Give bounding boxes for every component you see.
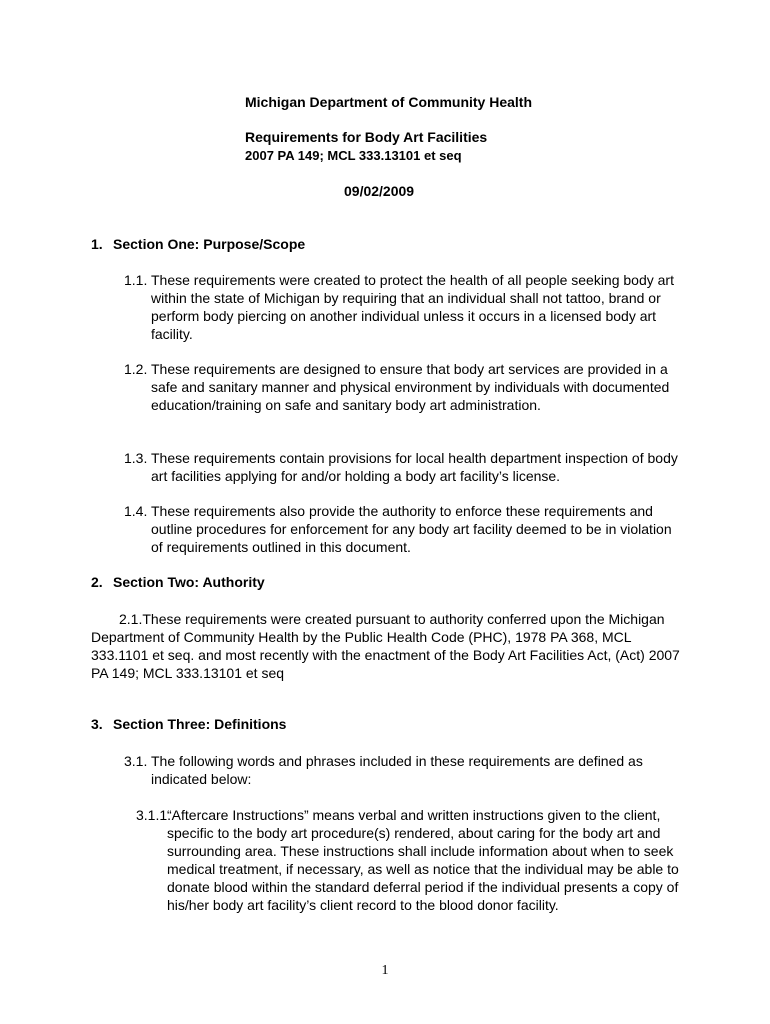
item-number: 3.1.1. [136,807,172,823]
item-number: 1.2. [124,361,148,377]
list-item [124,271,679,343]
item-number: 1.3. [124,450,148,466]
section-heading [91,574,265,591]
item-text: These requirements were created to protect the health of all people seeking body art within the state of Michigan by requiring that an individual shall not tattoo, brand or perform body piercing on another individual unless it occurs in a licensed body art facility. [151,272,674,342]
agency-name: Michigan Department of Community Health [245,94,533,110]
list-item [124,360,679,414]
section-title: Section Three: Definitions [113,716,287,732]
authority-paragraph [91,610,681,682]
list-item [136,806,679,914]
page-number: 1 [381,963,389,978]
list-item [124,449,679,485]
list-item [124,502,679,556]
item-number: 2.1. [119,611,143,627]
item-number: 1.1. [124,272,148,288]
section-number: 2. [91,574,103,590]
section-heading [91,236,305,253]
item-number: 1.4. [124,503,148,519]
item-text: These requirements contain provisions for local health department inspection of body art facilities applying for and/or holding a body art facility’s license. [151,450,678,484]
document-title: Requirements for Body Art Facilities [245,129,488,145]
section-number: 1. [91,236,103,252]
item-text: These requirements are designed to ensure that body art services are provided in a safe and sanitary manner and physical environment by individuals with documented education/training on safe and sanitary body art administration. [151,361,670,413]
item-text: “Aftercare Instructions” means verbal and written instructions given to the client, specific to the body art procedure(s) rendered, about caring for the body art and surrounding area. These instructions shall include information about when to seek medical treatment, if necessary, as well as notice that the individual may be able to donate blood within the standard deferral period if the individual presents a copy of his/her body art facility’s client record to the blood donor facility. [167,807,679,913]
item-number: 3.1. [124,753,148,769]
list-item [124,752,679,788]
section-title: Section One: Purpose/Scope [113,236,306,252]
item-text: These requirements were created pursuant to authority conferred upon the Michigan Department of Community Health by the Public Health Code (PHC), 1978 PA 368, MCL 333.1101 et seq. and most recently with the enactment of the Body Art Facilities Act, (Act) 2007 PA 149; MCL 333.13101 et seq [91,611,680,681]
item-text: These requirements also provide the authority to enforce these requirements and outline procedures for enforcement for any body art facility deemed to be in violation of requirements outlined in this document. [151,503,672,555]
document-date: 09/02/2009 [344,183,415,199]
item-text: The following words and phrases included in these requirements are defined as indicated below: [151,753,643,787]
section-title: Section Two: Authority [113,574,265,590]
section-heading [91,716,286,733]
document-citation: 2007 PA 149; MCL 333.13101 et seq [245,148,462,163]
section-number: 3. [91,716,103,732]
